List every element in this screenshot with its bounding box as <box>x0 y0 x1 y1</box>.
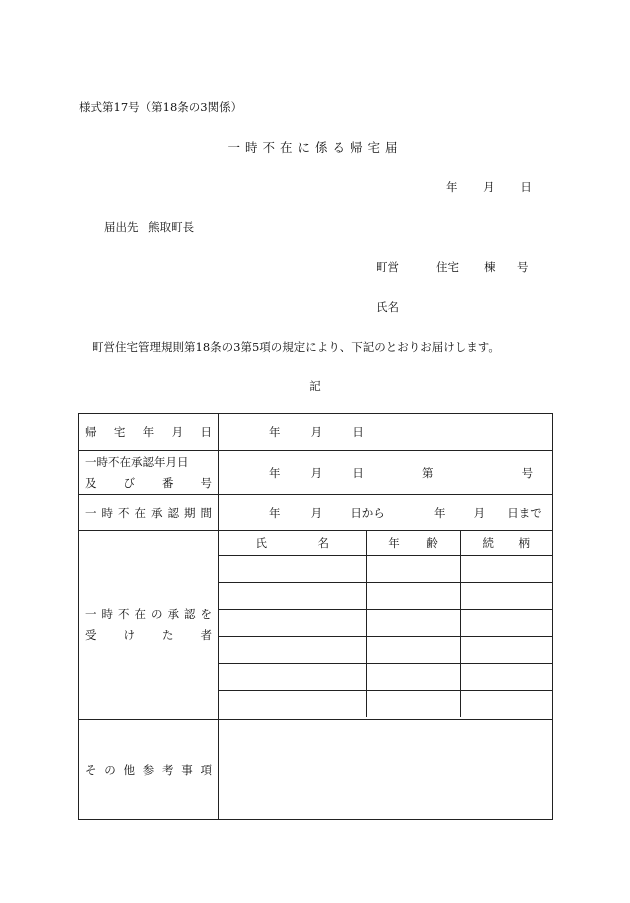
person-relation-cell[interactable] <box>460 690 552 717</box>
approval-month: 月 <box>310 465 323 480</box>
period-year2: 年 <box>433 505 446 520</box>
person-name-cell[interactable] <box>219 609 366 636</box>
header-relation-a: 続 <box>482 535 494 550</box>
header-name <box>219 531 366 555</box>
recipient-label: 届出先 <box>104 220 139 234</box>
table-row <box>219 690 552 717</box>
label-char: け <box>123 628 135 642</box>
approval-day: 日 <box>352 465 364 480</box>
address-label: 町営 <box>376 260 399 274</box>
person-relation-cell[interactable] <box>460 636 552 663</box>
label-char: 一 <box>85 505 97 520</box>
label-char: 考 <box>162 762 174 777</box>
return-year: 年 <box>269 425 281 439</box>
label-return-date <box>79 414 219 451</box>
label-approval-date-number <box>79 451 219 495</box>
recipient <box>104 219 194 235</box>
row-approval-period <box>79 495 553 531</box>
person-relation-cell[interactable] <box>460 555 552 582</box>
label-char: 不 <box>118 607 130 621</box>
person-name-cell[interactable] <box>219 582 366 609</box>
address-housing: 住宅 <box>436 260 459 274</box>
person-name-cell[interactable] <box>219 555 366 582</box>
label-char: 日 <box>200 425 212 439</box>
date-year[interactable]: 年 <box>446 180 458 194</box>
body-text: 町営住宅管理規則第18条の3第5項の規定により、下記のとおりお届けします。 <box>92 340 500 354</box>
person-relation-cell[interactable] <box>460 609 552 636</box>
persons-table <box>219 531 552 717</box>
label-char: 時 <box>101 505 113 520</box>
label-char: 参 <box>142 762 155 777</box>
address-building: 棟 <box>484 260 496 274</box>
person-age-cell[interactable] <box>366 582 460 609</box>
label-other-remarks <box>79 720 219 820</box>
ki-heading: 記 <box>309 379 321 393</box>
label-line1: 一時不在承認年月日 <box>85 454 189 469</box>
table-row <box>219 609 552 636</box>
label-char: 期 <box>184 505 196 520</box>
recipient-name: 熊取町長 <box>148 220 195 234</box>
label-char: 承 <box>167 607 179 621</box>
period-month: 月 <box>310 505 323 520</box>
page-title: 一時不在に係る帰宅届 <box>227 140 403 155</box>
label-char: 事 <box>181 762 193 777</box>
label-char: そ <box>85 762 97 777</box>
header-age-a: 年 <box>388 535 400 550</box>
address-number: 号 <box>517 260 529 274</box>
label-char: 在 <box>134 607 146 621</box>
header-name-a: 氏 <box>255 535 267 550</box>
label-char: 認 <box>184 607 196 621</box>
approval-date-number-field[interactable] <box>219 451 553 495</box>
label-char: 番 <box>162 475 174 490</box>
table-row <box>219 582 552 609</box>
applicant-name-label: 氏名 <box>376 300 399 314</box>
return-day: 日 <box>352 425 364 439</box>
person-age-cell[interactable] <box>366 690 460 717</box>
person-name-cell[interactable] <box>219 663 366 690</box>
label-char: 間 <box>200 505 212 520</box>
label-char: 時 <box>101 607 113 621</box>
approval-period-field[interactable] <box>219 495 553 531</box>
date-line <box>446 179 532 195</box>
person-age-cell[interactable] <box>366 663 460 690</box>
header-relation <box>460 531 552 555</box>
row-return-date <box>79 414 553 451</box>
label-char: を <box>200 607 212 621</box>
approval-go: 号 <box>521 465 534 480</box>
period-day-from: 日から <box>350 505 385 520</box>
label-char: 他 <box>123 762 135 777</box>
row-approved-persons <box>79 531 553 720</box>
period-day-to: 日まで <box>507 505 542 520</box>
persons-header-row <box>219 531 552 555</box>
label-char: た <box>162 628 174 642</box>
label-char: 一 <box>85 607 97 621</box>
date-day[interactable]: 日 <box>520 180 532 194</box>
person-name-cell[interactable] <box>219 690 366 717</box>
table-row <box>219 636 552 663</box>
label-approval-period <box>79 495 219 531</box>
table-row <box>219 663 552 690</box>
label-char: 帰 <box>85 425 97 439</box>
header-age-b: 齢 <box>426 535 438 550</box>
approval-dai: 第 <box>421 465 434 480</box>
label-char: 及 <box>85 475 97 490</box>
person-age-cell[interactable] <box>366 555 460 582</box>
other-remarks-field[interactable] <box>219 720 553 820</box>
form-table <box>78 413 553 820</box>
label-char: 年 <box>142 425 155 439</box>
label-char: 不 <box>118 505 130 520</box>
label-char: 認 <box>167 505 179 520</box>
label-char: 在 <box>134 505 146 520</box>
header-age <box>366 531 460 555</box>
date-month[interactable]: 月 <box>483 180 495 194</box>
approved-persons-grid <box>219 531 553 720</box>
label-char: 承 <box>151 505 163 520</box>
header-relation-b: 柄 <box>518 535 530 550</box>
label-char: 受 <box>85 628 97 642</box>
table-row <box>219 555 552 582</box>
person-relation-cell[interactable] <box>460 582 552 609</box>
approval-year: 年 <box>269 465 281 480</box>
label-char: 者 <box>200 628 212 642</box>
person-name-cell[interactable] <box>219 636 366 663</box>
period-month2: 月 <box>473 505 486 520</box>
label-char: の <box>104 762 116 777</box>
return-month: 月 <box>310 425 323 439</box>
person-age-cell[interactable] <box>366 636 460 663</box>
person-relation-cell[interactable] <box>460 663 552 690</box>
return-date-field[interactable] <box>219 414 553 451</box>
form-number: 様式第17号（第18条の3関係） <box>79 100 243 114</box>
label-char: 項 <box>200 762 212 777</box>
label-approved-persons <box>79 531 219 720</box>
label-char: び <box>123 475 135 490</box>
header-name-b: 名 <box>317 535 329 550</box>
label-char: の <box>151 607 163 621</box>
person-age-cell[interactable] <box>366 609 460 636</box>
period-year: 年 <box>269 505 281 520</box>
label-char: 宅 <box>113 425 126 439</box>
label-char: 月 <box>171 425 184 439</box>
row-approval-date-number <box>79 451 553 495</box>
label-char: 号 <box>200 475 212 490</box>
row-other-remarks <box>79 720 553 820</box>
